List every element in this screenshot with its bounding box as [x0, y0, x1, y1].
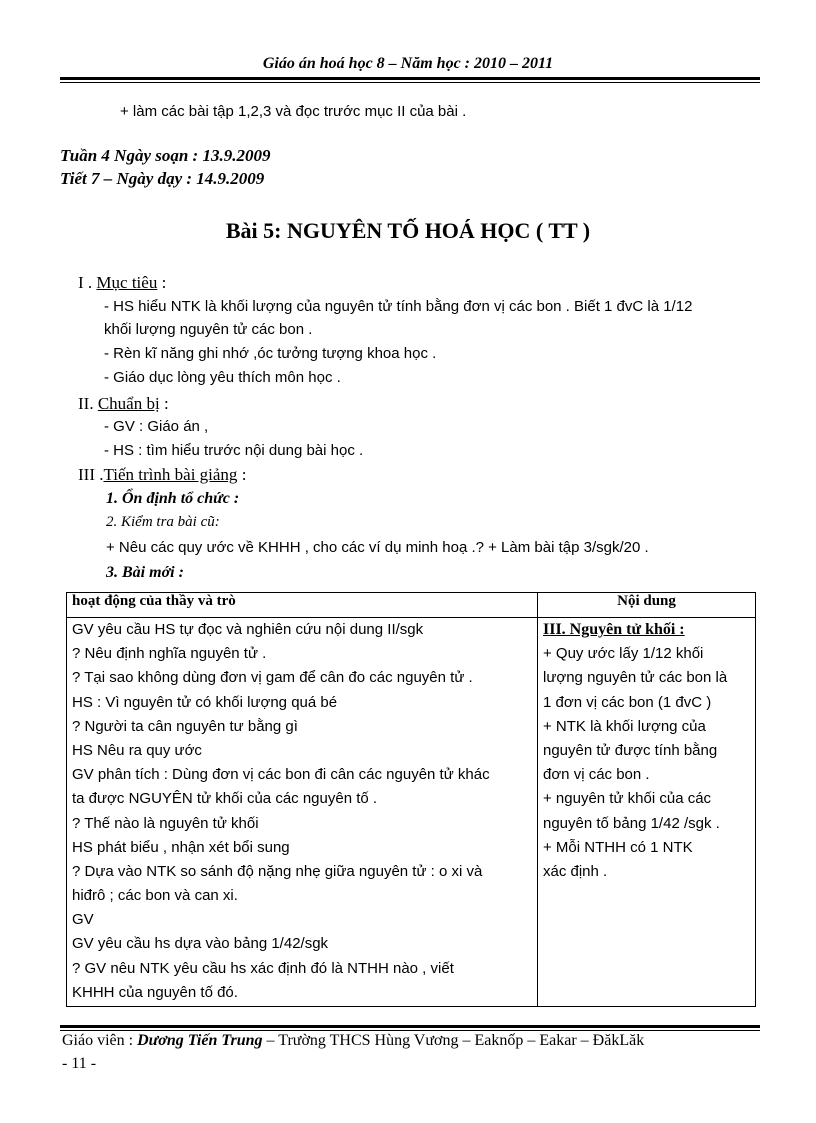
activity-line: HS phát biểu , nhận xét bổi sung — [72, 838, 290, 856]
activity-line: HS : Vì nguyên tử có khối lượng quá bé — [72, 693, 338, 711]
preparation-item: - GV : Giáo án , — [104, 418, 209, 435]
preparation-heading — [78, 394, 169, 414]
objective-item: - Rèn kĩ năng ghi nhớ ,óc tưởng tượng khoa học . — [104, 345, 437, 362]
content-cell — [538, 618, 756, 1007]
activity-line: KHHH của nguyên tố đó. — [72, 983, 238, 1001]
content-line: 1 đơn vị các bon (1 đvC ) — [543, 693, 712, 711]
period-line: Tiết 7 – Ngày dạy : 14.9.2009 — [60, 169, 265, 188]
content-line: + NTK là khối lượng của — [543, 717, 706, 735]
objective-item: - Giáo dục lòng yêu thích môn học . — [104, 369, 341, 386]
activity-line: GV yêu cầu hs dựa vào bảng 1/42/sgk — [72, 935, 329, 953]
lesson-title: Bài 5: NGUYÊN TỐ HOÁ HỌC ( TT ) — [225, 218, 591, 243]
content-line: + Quy ước lấy 1/12 khối — [543, 645, 704, 663]
col1-header: hoạt động của thầy và trò — [67, 593, 538, 618]
header-rule-thick — [60, 77, 760, 80]
process-suffix: : — [237, 465, 247, 484]
school-info: – Trường THCS Hùng Vương – Eaknốp – Eakar – ĐăkLăk — [262, 1032, 645, 1049]
activity-line: ta được NGUYÊN tử khối của các nguyên tố . — [72, 790, 378, 808]
content-line: xác định . — [543, 862, 608, 880]
intro-line: + làm các bài tập 1,2,3 và đọc trước mục II của bài . — [120, 103, 467, 120]
activity-line: GV phân tích : Dùng đơn vị các bon đi cân các nguyên tử khác — [72, 766, 490, 784]
content-line: lượng nguyên tử các bon là — [543, 669, 728, 687]
page-header: Giáo án hoá học 8 – Năm học : 2010 – 2011 — [262, 55, 554, 72]
page-number: - 11 - — [62, 1055, 97, 1072]
content-line: + nguyên tử khối của các — [543, 790, 712, 808]
preparation-item: - HS : tìm hiểu trước nội dung bài học . — [104, 442, 364, 459]
footer — [62, 1032, 644, 1050]
footer-rule-thin — [60, 1030, 760, 1031]
activity-line: ? Tại sao không dùng đơn vị gam để cân đo các nguyên tử . — [72, 669, 473, 687]
header-rule-thin — [60, 82, 760, 83]
activity-line: HS Nêu ra quy ước — [72, 741, 202, 759]
col2-header: Nội dung — [538, 593, 756, 618]
content-line: + Mỗi NTHH có 1 NTK — [543, 838, 693, 856]
content-line: nguyên tố bảng 1/42 /sgk . — [543, 814, 720, 832]
content-line: nguyên tử được tính bằng — [543, 741, 718, 759]
activity-line: ? Dựa vào NTK so sánh độ nặng nhẹ giữa nguyên tử : o xi và — [72, 862, 483, 880]
preparation-number: II. — [78, 394, 94, 413]
process-title: Tiến trình bài giảng — [103, 465, 238, 484]
activities-cell — [67, 618, 538, 1007]
step-3: 3. Bài mới : — [106, 564, 184, 581]
objective-item: khối lượng nguyên tử các bon . — [104, 321, 313, 338]
activity-line: ? GV nêu NTK yêu cầu hs xác định đó là NTHH nào , viết — [72, 959, 454, 977]
process-heading — [78, 465, 246, 485]
content-line: đơn vị các bon . — [543, 766, 650, 784]
process-number: III . — [78, 465, 104, 484]
activity-line: GV — [72, 911, 94, 929]
activity-line: ? Nêu định nghĩa nguyên tử . — [72, 645, 267, 663]
objectives-heading — [78, 273, 166, 293]
check-question: + Nêu các quy ước về KHHH , cho các ví dụ minh hoạ .? + Làm bài tập 3/sgk/20 . — [106, 539, 649, 556]
footer-rule-thick — [60, 1025, 760, 1028]
activity-line: hiđrô ; các bon và can xi. — [72, 887, 238, 905]
preparation-suffix: : — [159, 394, 169, 413]
activity-line: ? Thế nào là nguyên tử khối — [72, 814, 259, 832]
content-heading: III. Nguyên tử khối : — [543, 621, 685, 638]
objectives-title: Mục tiêu — [96, 273, 158, 292]
lesson-table — [66, 592, 756, 1007]
activity-line: ? Người ta cân nguyên tư bằng gì — [72, 717, 298, 735]
step-2: 2. Kiểm tra bài cũ: — [106, 514, 220, 530]
footer-label: Giáo viên : — [62, 1032, 138, 1049]
step-1: 1. Ổn định tổ chức : — [106, 490, 240, 507]
activity-line: GV yêu cầu HS tự đọc và nghiên cứu nội dung II/sgk — [72, 621, 424, 638]
preparation-title: Chuẩn bị — [97, 394, 160, 413]
objectives-number: I . — [78, 273, 93, 292]
week-line: Tuần 4 Ngày soạn : 13.9.2009 — [60, 146, 271, 165]
objectives-suffix: : — [157, 273, 167, 292]
objective-item: - HS hiểu NTK là khối lượng của nguyên tử tính bằng đơn vị các bon . Biết 1 đvC là 1/12 — [104, 298, 693, 315]
teacher-name: Dương Tiến Trung — [137, 1032, 263, 1049]
